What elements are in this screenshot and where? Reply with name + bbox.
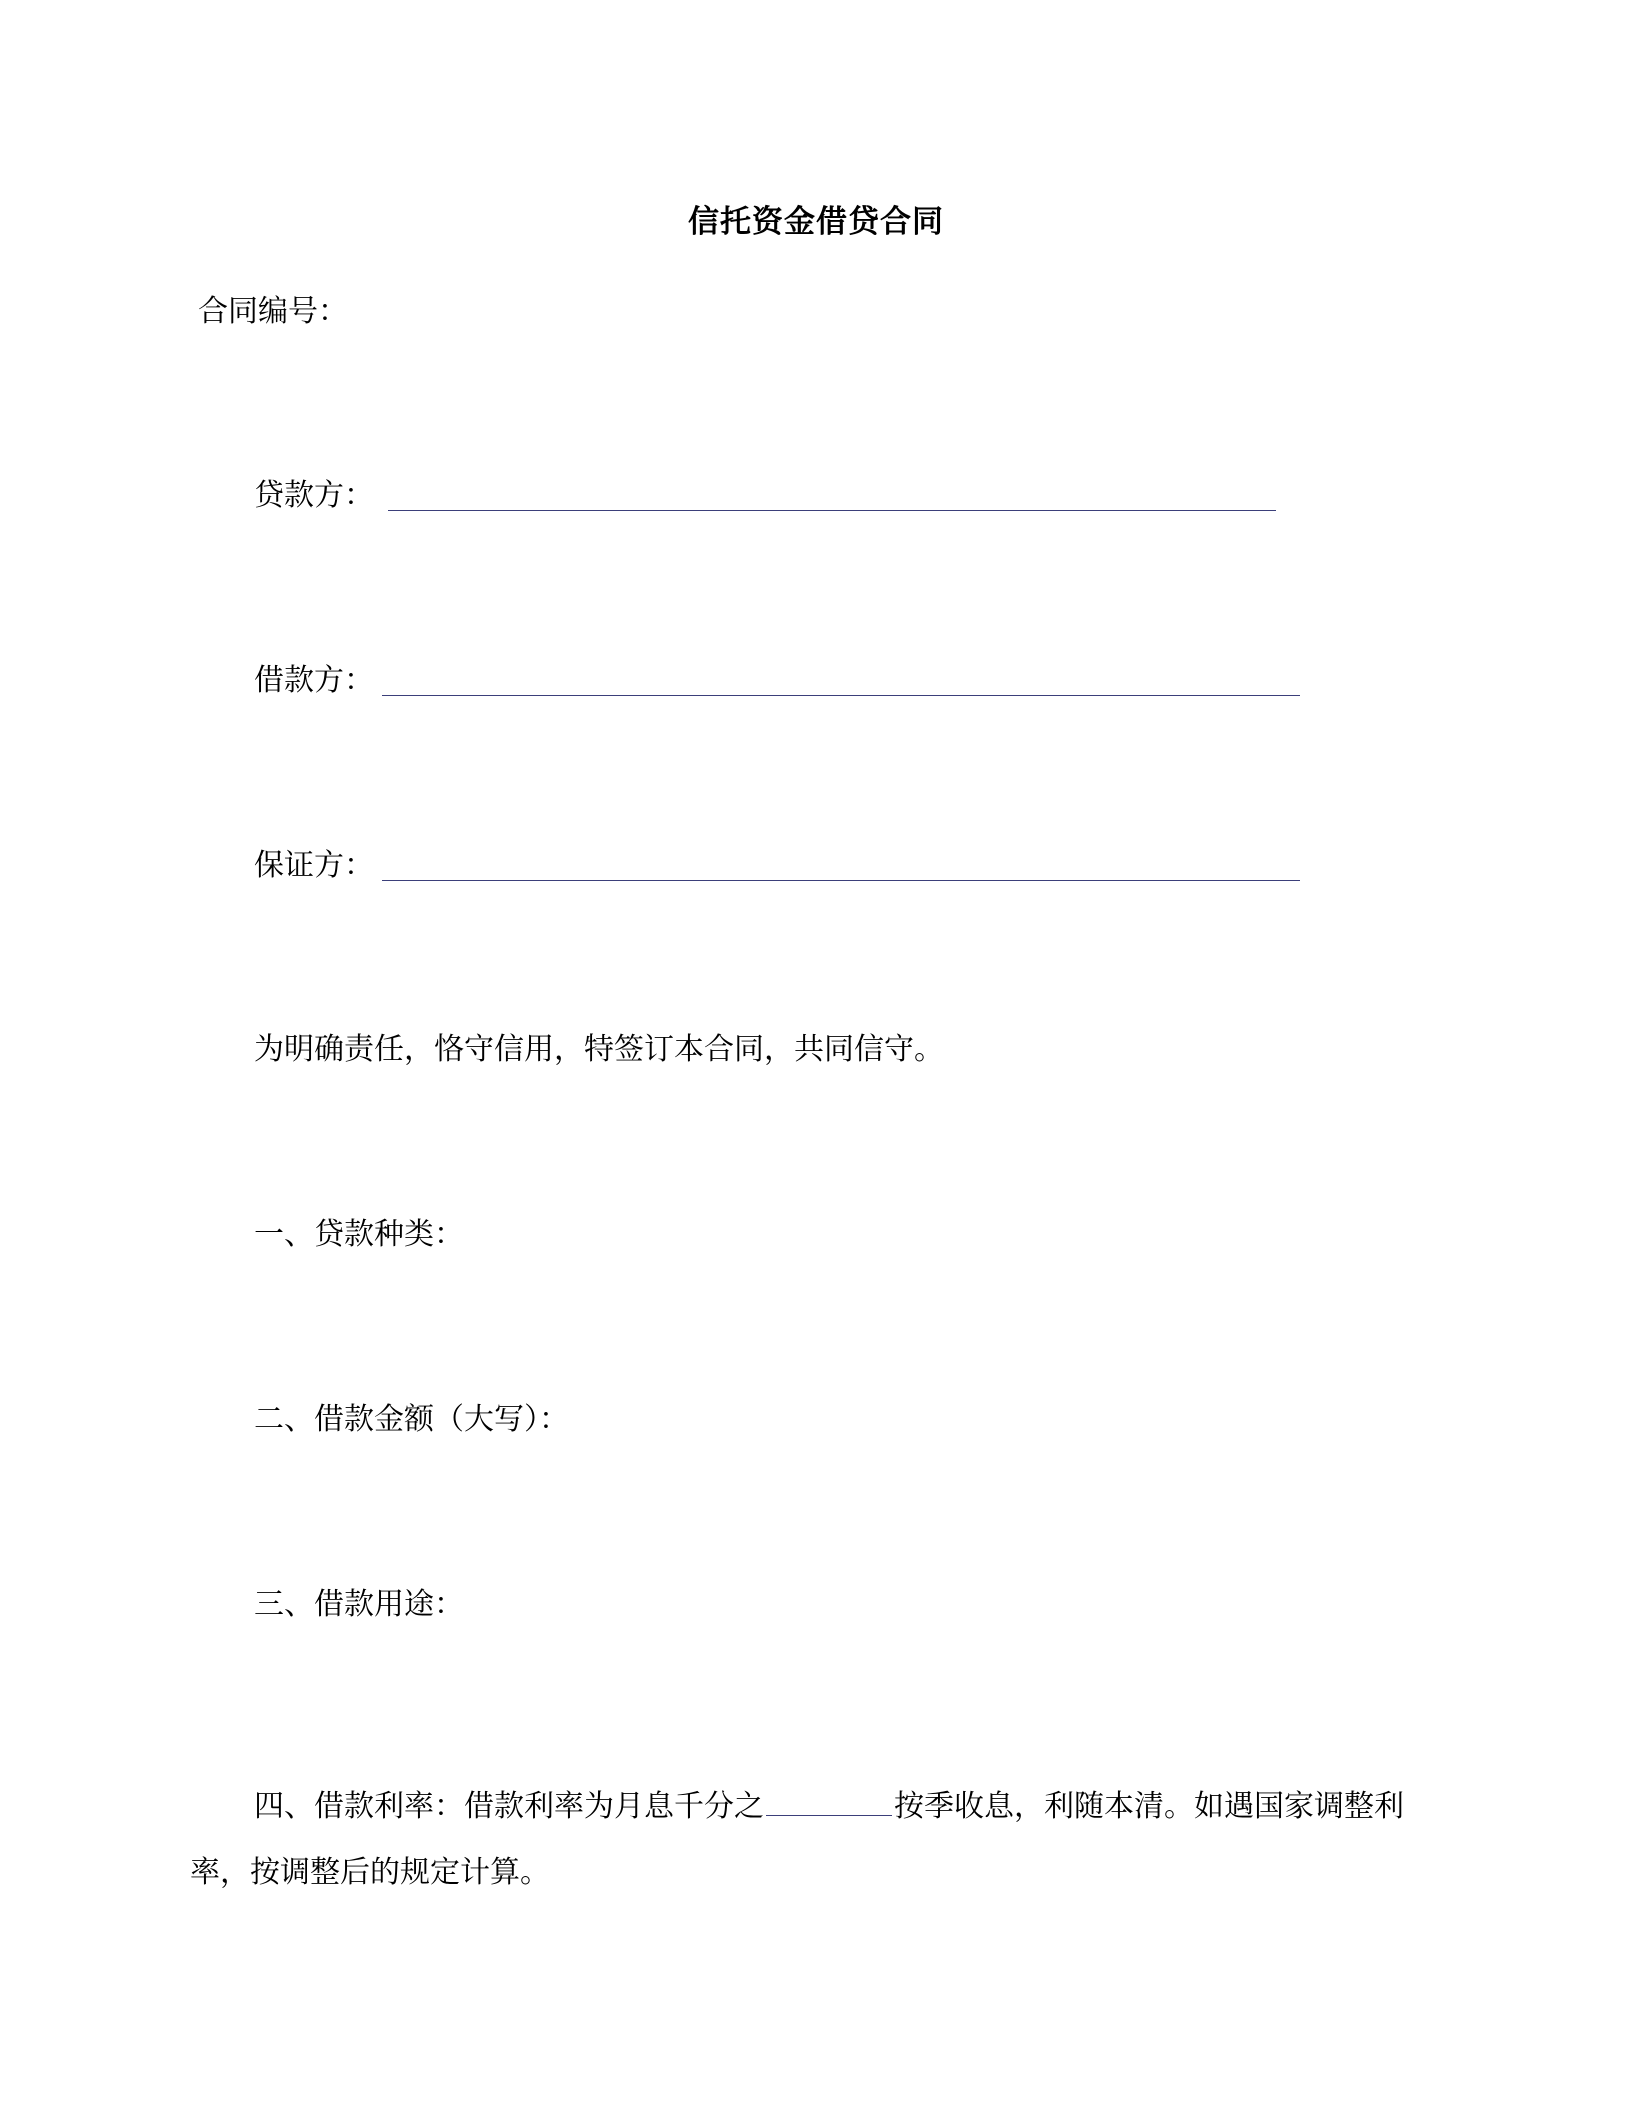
lender-row bbox=[254, 476, 374, 516]
borrower-row bbox=[254, 661, 374, 701]
contract-number-label: 合同编号： bbox=[198, 294, 348, 329]
lender-blank-line bbox=[388, 510, 1276, 511]
guarantor-row bbox=[254, 846, 374, 886]
interest-rate-blank bbox=[766, 1785, 892, 1816]
borrower-label: 借款方： bbox=[254, 663, 374, 698]
document-title: 信托资金借贷合同 bbox=[688, 204, 944, 240]
borrower-blank-line bbox=[382, 695, 1300, 696]
clause-4-text-after: 按季收息，利随本清。如遇国家调整利率，按调整后的规定计算。 bbox=[190, 1789, 1404, 1890]
clause-4-interest-rate bbox=[190, 1774, 1420, 1906]
clause-2-loan-amount: 二、借款金额（大写）： bbox=[254, 1402, 569, 1437]
guarantor-blank-line bbox=[382, 880, 1300, 881]
lender-label: 贷款方： bbox=[254, 478, 374, 513]
clause-3-loan-purpose: 三、借款用途： bbox=[254, 1587, 464, 1622]
preamble-text: 为明确责任，恪守信用，特签订本合同，共同信守。 bbox=[254, 1032, 944, 1067]
clause-1-loan-type: 一、贷款种类： bbox=[254, 1217, 464, 1252]
clause-4-text-before: 四、借款利率：借款利率为月息千分之 bbox=[254, 1789, 764, 1824]
guarantor-label: 保证方： bbox=[254, 848, 374, 883]
